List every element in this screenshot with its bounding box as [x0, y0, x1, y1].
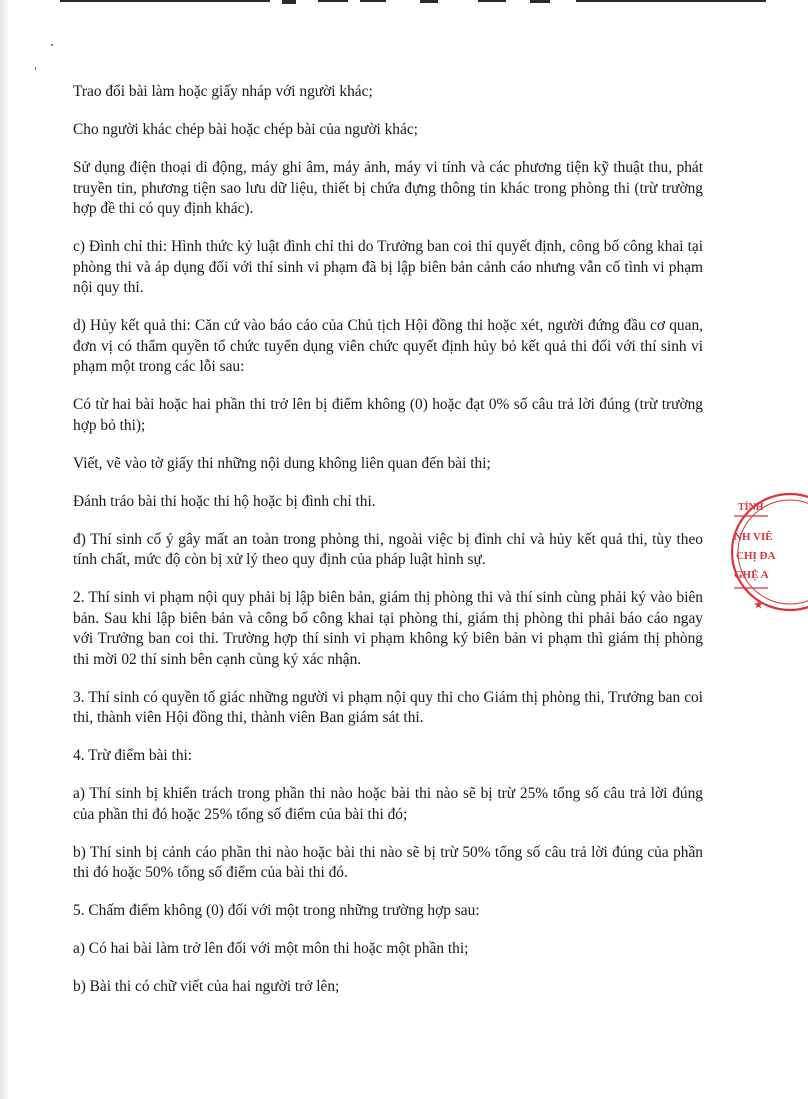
- official-seal-stamp: [728, 488, 808, 616]
- paragraph: 3. Thí sinh có quyền tố giác những người vi phạm nội quy thi cho Giám thị phòng thi, Trưởng ban coi thi, thành viên Hội đồng thi, thành viên Ban giám sát thi.: [73, 688, 703, 726]
- paragraph: Viết, vẽ vào tờ giấy thi những nội dung không liên quan đến bài thi;: [73, 454, 491, 472]
- seal-icon: [728, 488, 808, 616]
- paragraph: Có từ hai bài hoặc hai phần thi trở lên bị điểm không (0) hoặc đạt 0% số câu trả lời đúng (trừ trường hợp bỏ thi);: [73, 396, 703, 434]
- paragraph: a) Thí sinh bị khiển trách trong phần thi nào hoặc bài thi nào sẽ bị trừ 25% tổng số câu trả lời đúng của phần thi đó hoặc 25% tổng số điểm của bài thi đó;: [73, 785, 703, 823]
- seal-text: NH VIÊ: [734, 531, 773, 543]
- scan-speck: [51, 44, 53, 46]
- seal-text: CHỊ ĐA: [736, 550, 776, 562]
- paragraph: đ) Thí sinh cố ý gây mất an toàn trong phòng thi, ngoài việc bị đình chỉ và hủy kết quả thi, tùy theo tính chất, mức độ còn bị xử lý theo quy định của pháp luật hình sự.: [73, 530, 703, 568]
- paragraph: c) Đình chỉ thi: Hình thức kỷ luật đình chỉ thi do Trưởng ban coi thi quyết định, công bố công khai tại phòng thi và áp dụng đối với thí sinh vi phạm đã bị lập biên bản cảnh cáo nhưng vẫn cố tình vi phạm nội quy thi.: [73, 238, 703, 296]
- paragraph: 2. Thí sinh vi phạm nội quy phải bị lập biên bản, giám thị phòng thi và thí sinh cùng phải ký vào biên bản. Sau khi lập biên bản và công bố công khai tại phòng thi, giám thị phòng thi phải báo cáo ngay với Trưởng ban coi thi. Trường hợp thí sinh vi phạm không ký biên bản vi phạm thì giám thị phòng thi mời 02 thí sinh bên cạnh cùng ký xác nhận.: [73, 589, 703, 668]
- paragraph: Trao đổi bài làm hoặc giấy nháp với người khác;: [73, 83, 373, 100]
- scan-speck: [35, 67, 36, 70]
- scan-left-edge: [0, 0, 8, 1099]
- document-body: [73, 82, 703, 1015]
- paragraph: Đánh tráo bài thi hoặc thi hộ hoặc bị đình chỉ thi.: [73, 492, 376, 510]
- paragraph: d) Hủy kết quả thi: Căn cứ vào báo cáo của Chủ tịch Hội đồng thi hoặc xét, người đứng đầu cơ quan, đơn vị có thẩm quyền tổ chức tuyển dụng viên chức quyết định hủy bỏ kết quả thi đối với thí sinh vi phạm một trong các lỗi sau:: [73, 317, 703, 375]
- seal-text: GHỆ A: [734, 569, 769, 581]
- seal-text: TỈNH: [738, 502, 764, 513]
- paragraph: Cho người khác chép bài hoặc chép bài của người khác;: [73, 121, 418, 138]
- paragraph: Sử dụng điện thoại di động, máy ghi âm, máy ảnh, máy vi tính và các phương tiện kỹ thuật thu, phát truyền tin, phương tiện sao lưu dữ liệu, thiết bị chứa đựng thông tin khác trong phòng thi (trừ trường hợp đề thi có quy định khác).: [73, 159, 703, 217]
- paragraph: 5. Chấm điểm không (0) đối với một trong những trường hợp sau:: [73, 902, 480, 919]
- seal-star: ★: [754, 600, 763, 611]
- cut-off-previous-page-text: [0, 0, 768, 6]
- paragraph: b) Bài thi có chữ viết của hai người trở lên;: [73, 978, 340, 995]
- paragraph: a) Có hai bài làm trở lên đối với một môn thi hoặc một phần thi;: [73, 940, 469, 957]
- paragraph: b) Thí sinh bị cảnh cáo phần thi nào hoặc bài thi nào sẽ bị trừ 50% tổng số câu trả lời đúng của phần thi đó hoặc 50% tổng số điểm của bài thi đó.: [73, 843, 703, 881]
- paragraph: 4. Trừ điểm bài thi:: [73, 747, 193, 764]
